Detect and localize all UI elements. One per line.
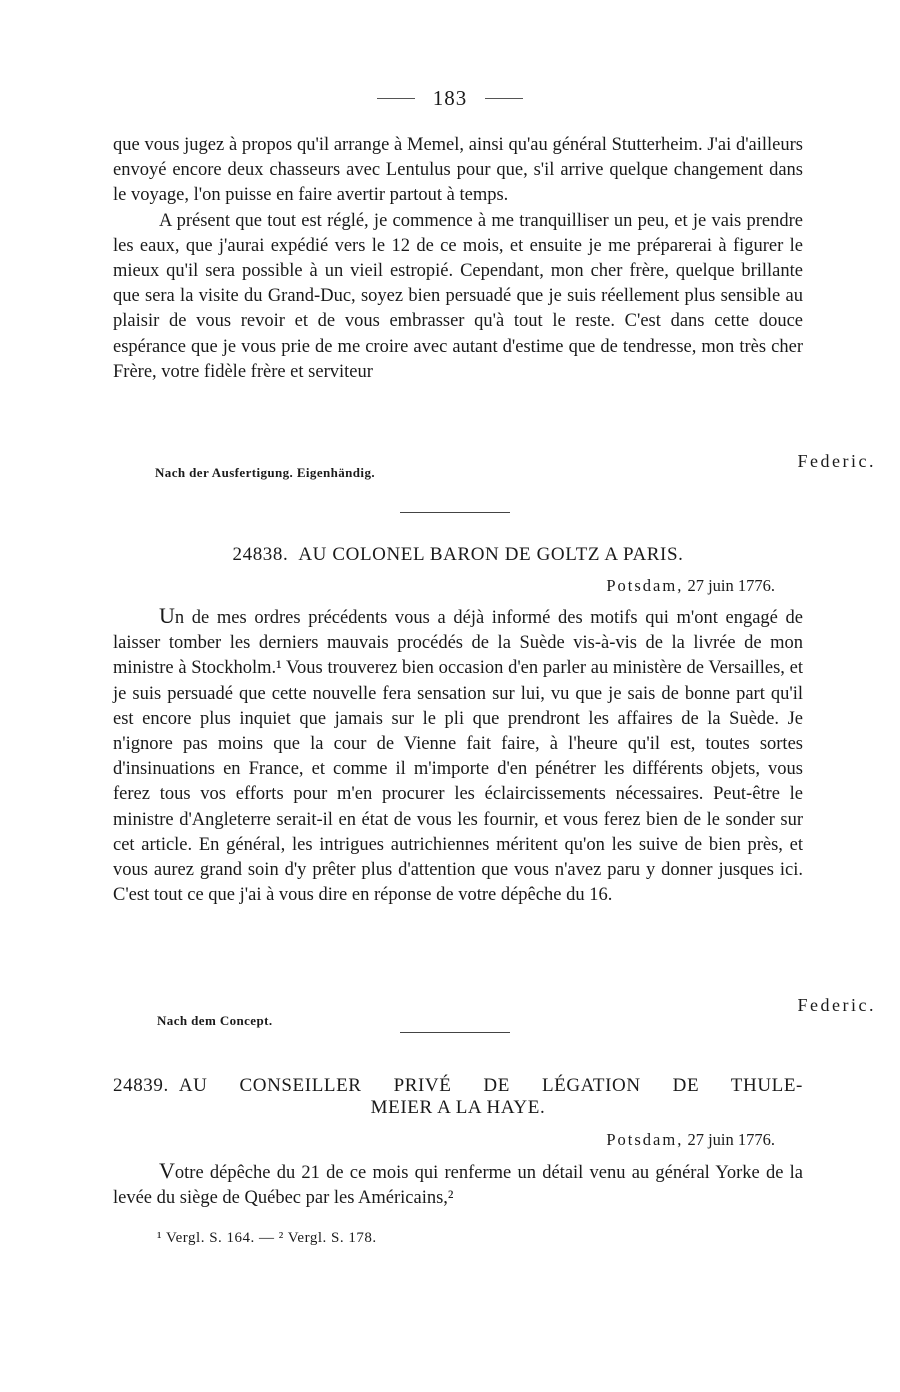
intro-paragraph-1: que vous jugez à propos qu'il arrange à Memel, ainsi qu'au général Stutterheim. J'ai d'ailleurs envoyé encore deux chasseurs avec Lentulus pour que, s'il arrive quelque changement dans le voyage, l'on puisse en faire avertir partout à temps. (113, 135, 803, 206)
letter-24839-title-line2: MEIER A LA HAYE. (370, 1097, 546, 1118)
letter-24838-initial: U (159, 603, 175, 628)
intro-signature: Federic. (797, 451, 876, 471)
page-header (0, 86, 900, 111)
letter-24838-title: AU COLONEL BARON DE GOLTZ A PARIS. (298, 544, 684, 565)
page-number: 183 (432, 86, 468, 110)
section-divider-2 (400, 1032, 510, 1033)
letter-24839-place: Potsdam, (606, 1130, 684, 1149)
intro-paragraph-2: A présent que tout est réglé, je commence à me tranquilliser un peu, et je vais prendre les eaux, que j'aurai expédié vers le 12 de ce mois, et ensuite je me préparerai à figurer le mieux qu'il sera possible à un vieil estropié. Cependant, mon cher frère, quelque brillante que sera la visite du Grand-Duc, soyez bien persuadé que je suis réellement plus sensible au plaisir de vous revoir et de vous embrasser qu'à tout le reste. C'est dans cette douce espérance que je vous prie de me croire avec autant d'estime que de tendresse, mon très cher Frère, votre fidèle frère et serviteur (113, 210, 803, 382)
section-divider-1 (400, 512, 510, 513)
letter-24838-dateline (606, 576, 775, 596)
header-rule-left (377, 98, 415, 99)
letter-24839-initial: V (159, 1158, 175, 1183)
letter-24838-date: 27 juin 1776. (687, 576, 775, 595)
letter-24838-heading (113, 544, 803, 566)
letter-24839-title-line1: AU CONSEILLER PRIVÉ DE LÉGATION DE THULE- (178, 1075, 803, 1096)
letter-24839-date: 27 juin 1776. (687, 1130, 775, 1149)
letter-24838-body (113, 603, 803, 908)
letter-24838-text: n de mes ordres précédents vous a déjà informé des motifs qui m'ont engagé de laisser tomber les derniers mauvais procédés de la Suède vis-à-vis de la livrée de mon ministre à Stockholm.¹ Vous trouverez bien occasion d'en parler au ministère de Versailles, et je suis persuadé que cette nouvelle fera sensation sur lui, vu que je sais de bonne part qu'il est encore plus inquiet que jamais sur le pli que prendront les affaires de la Suède. Je n'ignore pas moins que la cour de Vienne fait faire, à l'heure qu'il est, toutes sortes d'insinuations en France, et comme il m'importe d'en pénétrer les différents objets, vous ferez tous vos efforts pour m'en procurer les éclaircissements nécessaires. Peut-être le ministre d'Angleterre serait-il en état de vous les fournir, et vous ferez bien de le sonder sur cet article. En général, les intrigues autrichiennes méritent qu'on les suive de bien près, et vous aurez grand soin d'y prêter plus d'attention que vous n'avez paru y donner jusques ici. C'est tout ce que j'ai à vous dire en réponse de votre dépêche du 16. (113, 608, 803, 906)
letter-24838-number: 24838. (232, 544, 289, 565)
header-rule-right (485, 98, 523, 99)
letter-24839-dateline (606, 1130, 775, 1150)
intro-source-note: Nach der Ausfertigung. Eigenhändig. (155, 465, 375, 480)
letter-24838-source-note: Nach dem Concept. (157, 1013, 273, 1028)
letter-24839-heading (113, 1075, 803, 1119)
letter-24839-heading-line1 (113, 1075, 803, 1097)
letter-24838-place: Potsdam, (606, 576, 684, 595)
letter-24839-text: otre dépêche du 21 de ce mois qui renferme un détail venu au général Yorke de la levée du siège de Québec par les Américains,² (113, 1163, 803, 1209)
letter-24839-number: 24839. (113, 1075, 169, 1096)
intro-letter-continuation (113, 133, 803, 385)
footnotes: ¹ Vergl. S. 164. — ² Vergl. S. 178. (157, 1230, 377, 1246)
letter-24839-body (113, 1158, 803, 1211)
letter-24838-signature: Federic. (797, 995, 876, 1015)
